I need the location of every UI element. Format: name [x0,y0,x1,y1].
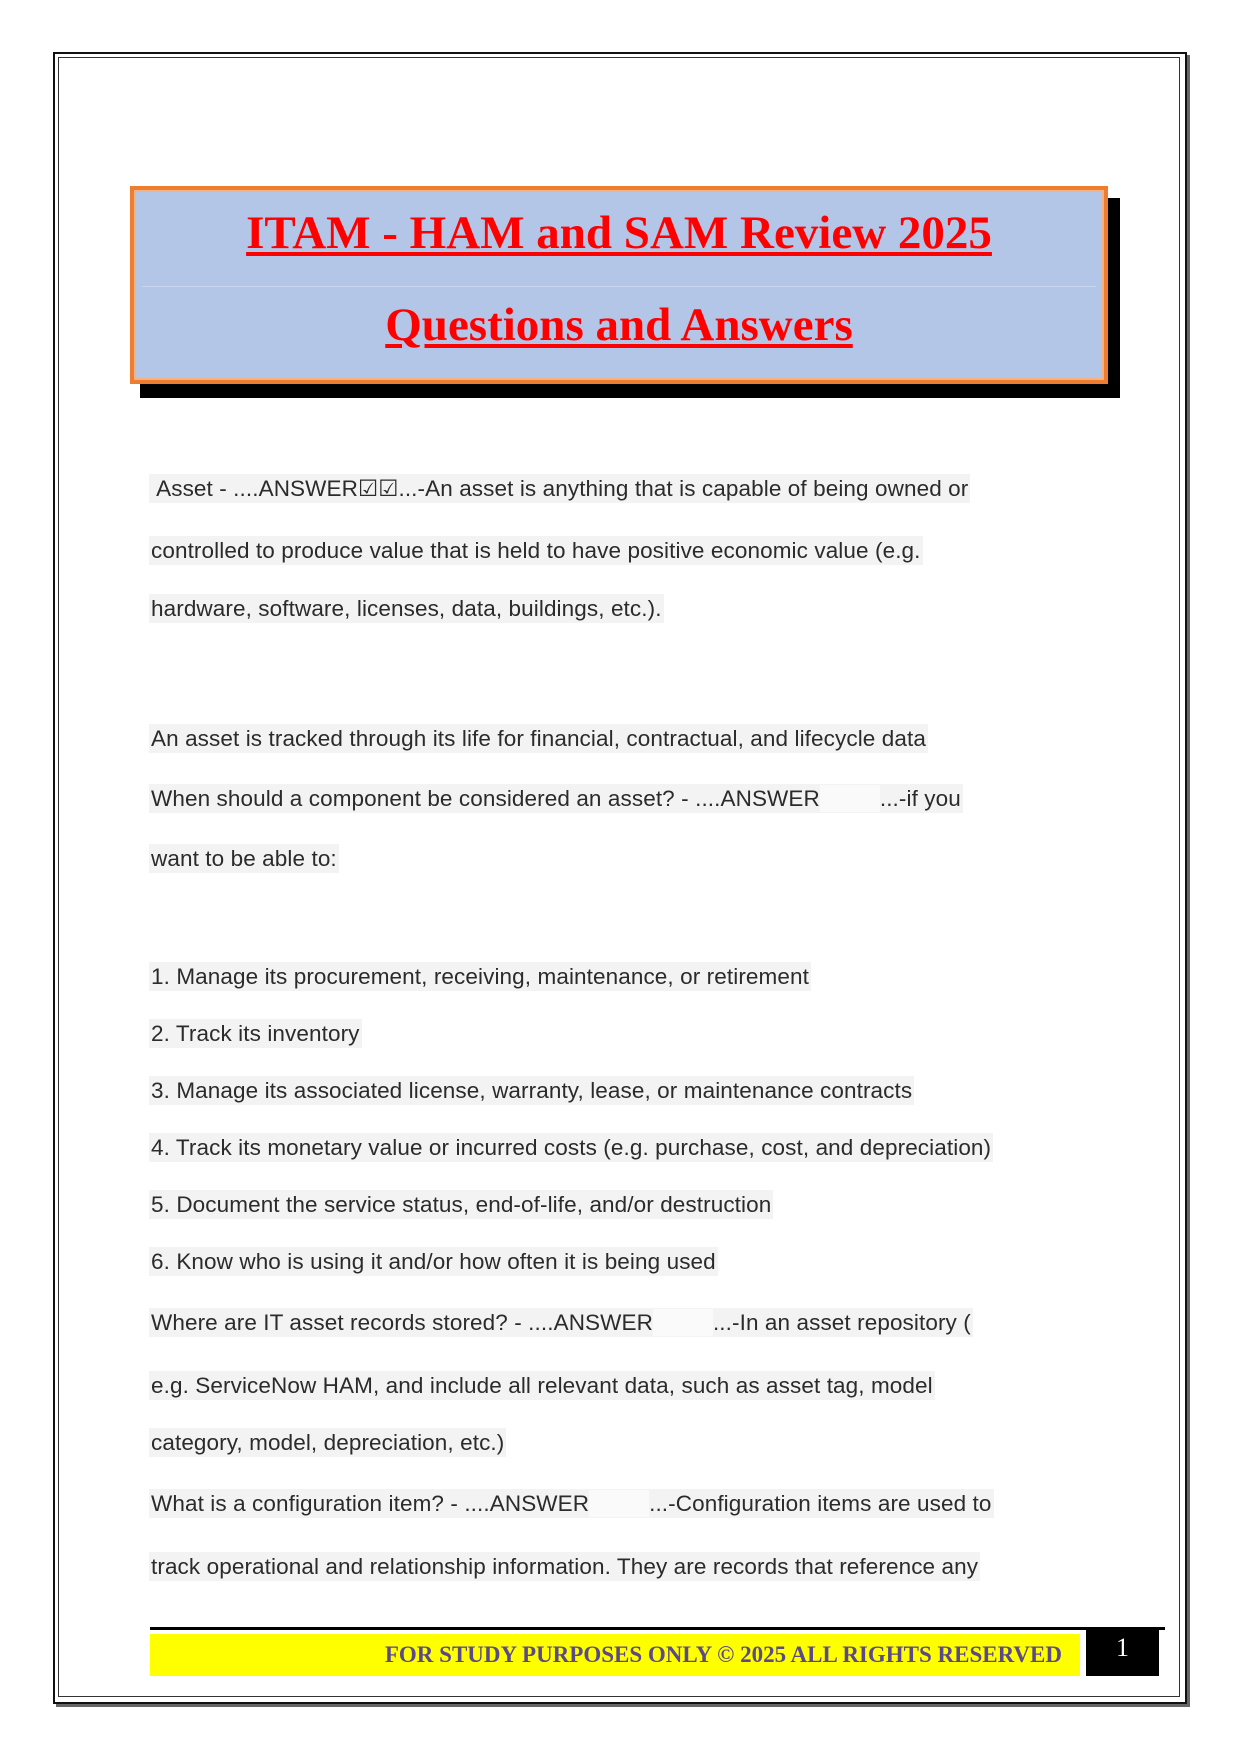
answer-text: ...-Configuration items are used to [649,1491,992,1516]
answer-text: ...-if you [879,786,961,811]
body-line: e.g. ServiceNow HAM, and include all relevant data, such as asset tag, model [151,1373,933,1398]
body-line: hardware, software, licenses, data, buildings, etc.). [151,596,662,621]
question-text: When should a component be considered an asset? - ....ANSWER [151,786,820,811]
footer-rule [150,1627,1165,1630]
question-line [149,784,963,813]
answer-text: ...-In an asset repository ( [712,1310,971,1335]
page-number: 1 [1086,1627,1159,1676]
footer-notice: FOR STUDY PURPOSES ONLY © 2025 ALL RIGHTS RESERVED [150,1634,1080,1676]
list-item: 2. Track its inventory [151,1021,360,1046]
question-line [149,1489,994,1518]
question-line [149,1308,973,1337]
question-text: Where are IT asset records stored? - ....ANSWER [151,1310,653,1335]
title-box [130,186,1108,384]
list-item: 1. Manage its procurement, receiving, maintenance, or retirement [151,964,809,989]
answer-gap [820,785,880,812]
body-line: Asset - ....ANSWER☑☑...-An asset is anything that is capable of being owned or [151,476,969,501]
body-line: track operational and relationship information. They are records that reference any [151,1554,979,1579]
body-line: An asset is tracked through its life for financial, contractual, and lifecycle data [151,726,926,751]
title-divider [142,286,1096,287]
document-title-line-1: ITAM - HAM and SAM Review 2025 [246,207,992,259]
list-item: 4. Track its monetary value or incurred costs (e.g. purchase, cost, and depreciation) [151,1135,992,1160]
body-line: category, model, depreciation, etc.) [151,1430,505,1455]
list-item: 3. Manage its associated license, warranty, lease, or maintenance contracts [151,1078,913,1103]
body-line: want to be able to: [151,846,337,871]
list-item: 6. Know who is using it and/or how often it is being used [151,1249,716,1274]
body-line: controlled to produce value that is held to have positive economic value (e.g. [151,538,921,563]
list-item: 5. Document the service status, end-of-life, and/or destruction [151,1192,772,1217]
question-text: What is a configuration item? - ....ANSWER [151,1491,590,1516]
answer-gap [589,1490,649,1517]
document-title-line-2: Questions and Answers [385,299,853,351]
answer-gap [653,1309,713,1336]
